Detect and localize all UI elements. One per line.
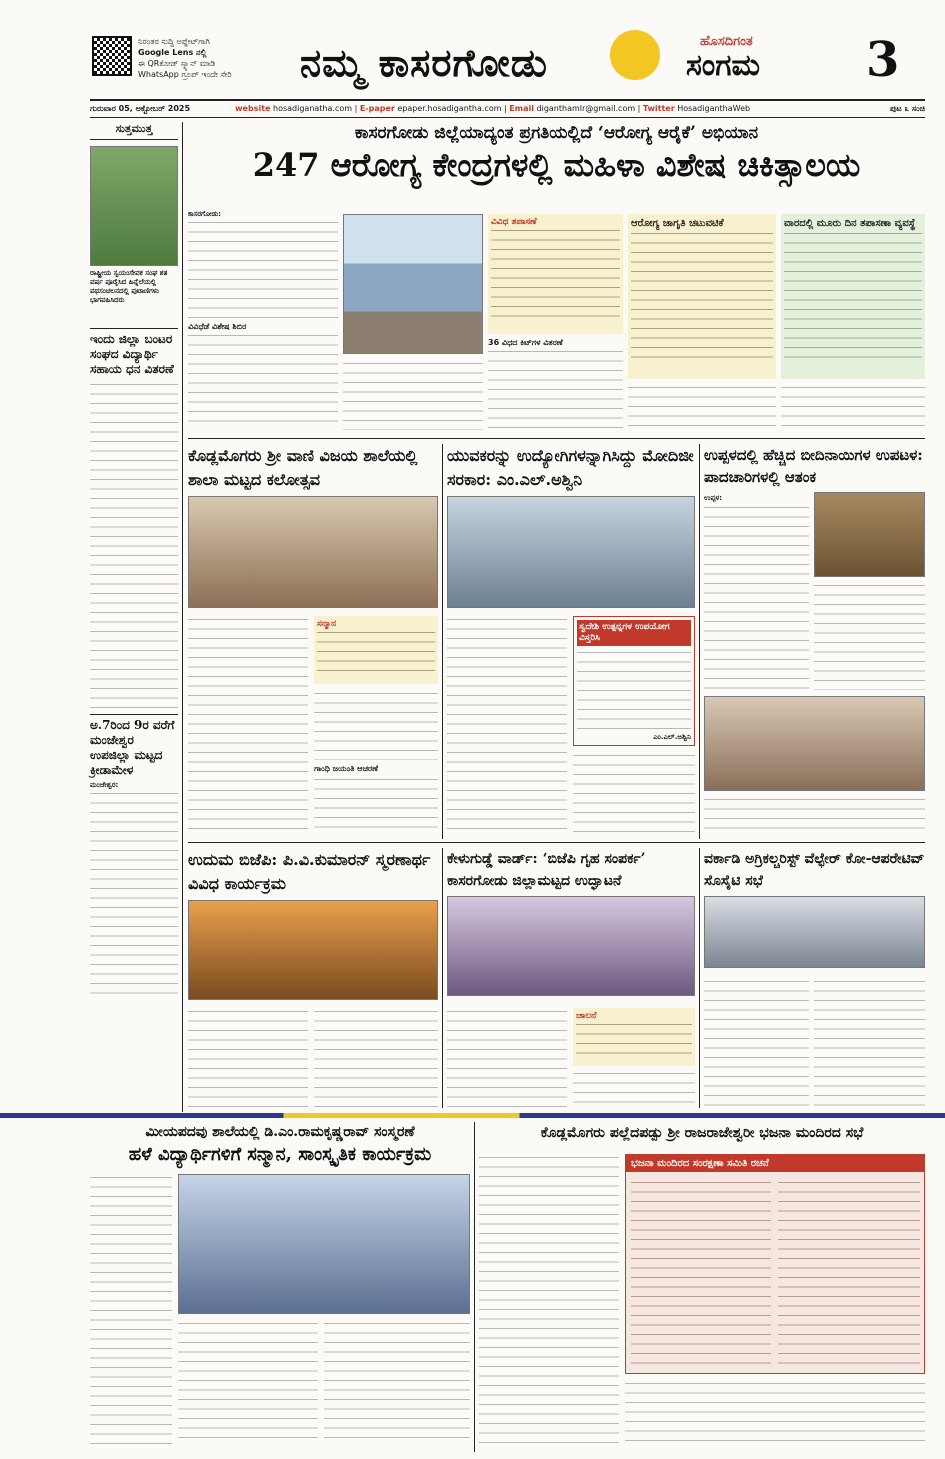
epaper-label: E-paper [359,104,395,113]
lead-col4-body [628,384,776,432]
story5-photo [447,896,695,996]
epaper-link[interactable]: epaper.hosadigantha.com [397,104,502,113]
story3-dateline: ಉಪ್ಪಳ: [704,494,723,502]
lead-headline: 247 ಆರೋಗ್ಯ ಕೇಂದ್ರಗಳಲ್ಲಿ ಮಹಿಳಾ ವಿಶೇಷ ಚಿಕಿತ್ಸಾಲಯ [252,146,861,184]
lead-box3-title: ವಾರದಲ್ಲಿ ಮೂರು ದಿನ ತಪಾಸಣಾ ವ್ಯವಸ್ಥೆ [784,218,916,229]
story2-photo [447,496,695,608]
sidebar-photo-caption: ರಾಷ್ಟ್ರೀಯ ಸ್ವಯಂಸೇವಕ ಸಂಘ ಶತ ವರ್ಷ ಪೂರೈಸಿದ ಹಿನ್ನೆಲೆಯಲ್ಲಿ ಪಥಸಂಚಲನದಲ್ಲಿ ಪುಟಾಣಿಗಳು ಭಾಗವಹಿಸಿದರು [90,269,168,304]
story1-photo [188,496,438,608]
divider-band [0,1113,945,1118]
promo-line-4: WhatsApp ಗ್ರೂಪ್ ಇಂದೇ ಸೇರಿ [138,70,232,79]
story3-col1-body [704,504,809,689]
info-bar: ಗುರುವಾರ 05, ಅಕ್ಟೋಬರ್ 2025 website hosadiganatha.com | E-paper epaper.hosadigantha.com | Email diganthamlr@gmail.com | Twitter HosadiganthaWeb ಪುಟ ೩ ಸಂಚಿ [90,102,925,116]
lead-col1-body [188,219,338,319]
story7-col3-body [324,1320,470,1444]
story2-col1-body [447,616,567,831]
sidebar-story2-title: ಅ.7ರಿಂದ 9ರ ವರೆಗೆ ಮಂಜೇಶ್ವರ ಉಪಜಿಲ್ಲಾ ಮಟ್ಟದ ಕ್ರೀಡಾಮೇಳ [90,718,175,777]
website-label: website [235,104,271,113]
story3-title: ಉಪ್ಪಳದಲ್ಲಿ ಹೆಚ್ಚಿದ ಬೀದಿನಾಯಿಗಳ ಉಪಟಳ: ಪಾದಚಾರಿಗಳಲ್ಲಿ ಆತಂಕ [704,446,923,486]
sidebar [90,122,178,1112]
story-griha-sampark [447,848,695,1108]
lead-col1-body2 [188,332,338,427]
story5-col1-body [447,1008,567,1108]
promo-line-3: ಈ QRಕೋಡ್ ಸ್ಕ್ಯಾನ್ ಮಾಡಿ [138,59,216,68]
sidebar-logo: ಸುತ್ತಮುತ್ತ [90,122,178,140]
story3-photo-meeting [704,696,925,791]
sun-graphic [610,30,660,80]
page-number: 3 [866,32,900,88]
promo-line-2: Google Lens ನಲ್ಲಿ [138,48,207,57]
story4-col2-body [314,1008,438,1108]
story-uduma-bjp [188,848,438,1108]
story8-col1-body [479,1154,619,1444]
lead-kicker: ಕಾಸರಗೋಡು ಜಿಲ್ಲೆಯಾದ್ಯಂತ ಪ್ರಗತಿಯಲ್ಲಿದೆ ‘ಆರೋಗ್ಯ ಆರೈಕೆ’ ಅಭಿಯಾನ [354,123,759,143]
story-bhajana-mandira [479,1122,925,1452]
lead-col2-body [343,360,483,430]
brand-name: ಹೊಸದಿಗಂತ [700,34,753,49]
lead-photo-health-centre [343,214,483,354]
sidebar-photo [90,146,178,266]
story2-box [573,616,695,746]
story8-box [625,1154,925,1374]
sidebar-story2-body [90,790,178,995]
sidebar-story1-title: ಇಂದು ಜಿಲ್ಲಾ ಬಂಟರ ಸಂಘದ ವಿದ್ಯಾರ್ಥಿ ಸಹಾಯ ಧನ ವಿತರಣೆ [90,332,174,376]
story-school-fest [188,444,438,839]
lead-story [188,122,925,437]
lead-dateline: ಕಾಸರಗೋಡು: [188,210,222,218]
story7-col1-body [90,1174,172,1444]
twitter-label: Twitter [642,104,675,113]
story-varkady-society [704,848,925,1108]
story5-col2-body [573,1070,695,1108]
story3-caption [704,796,925,834]
story2-col2-body [573,752,695,832]
page-count: ಪುಟ ೩ ಸಂಚಿ [890,104,925,113]
email-label: Email [509,104,534,113]
masthead [0,0,945,100]
issue-date: ಗುರುವಾರ 05, ಅಕ್ಟೋಬರ್ 2025 [90,104,191,113]
story-miyapadavu-school [90,1122,470,1452]
lead-box-checkups [488,214,623,334]
edition-name: ಸಂಗಮ [686,48,760,83]
story5-box [573,1008,695,1066]
lead-sub1: ವಿವಿಧೆಡೆ ವಿಶೇಷ ಶಿಬಿರ [188,322,247,331]
lead-sub2: 36 ವಿಧದ ಕಿಟ್‌ಗಳ ವಿತರಣೆ [488,338,563,347]
story-stray-dogs [704,444,925,839]
sidebar-story1-body [90,381,178,711]
story1-sub: ಗಾಂಧಿ ಜಯಂತಿ ಆಚರಣೆ [314,764,378,773]
story2-box-author: ಎಂ.ಎಲ್.ಅಶ್ವಿನಿ [653,733,691,741]
story8-title: ಕೊಡ್ಲಮೊಗರು ಪಲ್ಲೆದಪಡ್ಪು ಶ್ರೀ ರಾಜರಾಜೇಶ್ವರೀ ಭಜನಾ ಮಂದಿರದ ಸಭೆ [540,1125,864,1141]
lead-box-schedule [781,214,925,379]
lead-col5-body [781,384,925,432]
lead-box-awareness [628,214,776,379]
promo-line-1: ನಿರಂತರ ಸುದ್ದಿ ಅಪ್ಡೇಟ್‌ಗಾಗಿ [138,37,210,46]
section-title: ನಮ್ಮ ಕಾಸರಗೋಡು [300,40,549,85]
lead-box2-title: ಆರೋಗ್ಯ ಜಾಗೃತಿ ಚಟುವಟಿಕೆ [631,218,724,229]
story7-kicker: ಮೀಯಪದವು ಶಾಲೆಯಲ್ಲಿ ಡಿ.ಎಂ.ರಾಮಕೃಷ್ಣರಾವ್ ಸಂಸ್ಮರಣೆ [145,1124,415,1140]
story1-col2-body [314,690,438,760]
story8-box-title: ಭಜನಾ ಮಂದಿರದ ಸಂರಕ್ಷಣಾ ಸಮಿತಿ ರಚನೆ [626,1155,924,1172]
story3-col2-body [814,582,925,690]
story1-col2-body2 [314,776,438,831]
sidebar-story2-dateline: ಮಂಜೇಶ್ವರ: [90,781,119,789]
story7-photo [178,1174,470,1314]
story1-box [314,616,438,684]
story6-photo [704,896,925,968]
story7-title: ಹಳೆ ವಿದ್ಯಾರ್ಥಿಗಳಿಗೆ ಸನ್ಮಾನ, ಸಾಂಸ್ಕೃತಿಕ ಕಾರ್ಯಕ್ರಮ [128,1144,432,1165]
story6-col2-body [814,978,925,1108]
story2-title: ಯುವಕರನ್ನು ಉದ್ಯೋಗಿಗಳನ್ನಾಗಿಸಿದ್ದು ಮೋದಿಜೀ ಸರಕಾರ: ಎಂ.ಎಲ್.ಅಶ್ವಿನಿ [447,446,694,489]
story6-col1-body [704,978,809,1108]
story4-col1-body [188,1008,308,1108]
story1-col1-body [188,616,308,831]
qr-code-icon [92,36,132,76]
story4-title: ಉದುಮ ಬಿಜೆಪಿ: ಪಿ.ವಿ.ಕುಮಾರನ್ ಸ್ಮರಣಾರ್ಥ ವಿವಿಧ ಕಾರ್ಯಕ್ರಮ [188,850,431,893]
email-link[interactable]: diganthamlr@gmail.com [536,104,636,113]
story7-col2-body [178,1320,318,1444]
lead-box1-title: ವಿವಿಧ ತಪಾಸಣೆ [491,217,537,227]
story-youth-employment [447,444,695,839]
story8-col2-body [625,1380,925,1444]
story6-title: ವರ್ಕಾಡಿ ಅಗ್ರಿಕಲ್ಚರಿಸ್ಟ್ ವೆಲ್ಫೇರ್ ಕೋ-ಆಪರೇಟಿವ್ ಸೊಸೈಟಿ ಸಭೆ [704,851,925,889]
website-link[interactable]: hosadiganatha.com [273,104,353,113]
story4-photo [188,900,438,1000]
story1-box-title: ಸನ್ಮಾನ [317,619,337,629]
story2-box-title: ಸ್ವದೇಶಿ ಉತ್ಪನ್ನಗಳ ಉಪಯೋಗ ವಿಸ್ತರಿಸಿ [577,620,691,646]
twitter-link[interactable]: HosadiganthaWeb [677,104,751,113]
lead-col3-body [488,348,623,428]
story5-box-title: ಚಾಲನೆ [576,1011,597,1021]
story5-title: ಕೇಳುಗುಡ್ಡೆ ವಾರ್ಡ್: ‘ಬಿಜೆಪಿ ಗೃಹ ಸಂಪರ್ಕ’ ಕಾಸರಗೋಡು ಜಿಲ್ಲಾಮಟ್ಟದ ಉದ್ಘಾಟನೆ [447,851,646,889]
story1-title: ಕೊಡ್ಲಮೊಗರು ಶ್ರೀ ವಾಣಿ ವಿಜಯ ಶಾಲೆಯಲ್ಲಿ ಶಾಲಾ ಮಟ್ಟದ ಕಲೋತ್ಸವ [188,446,418,489]
story3-photo-dogs [814,492,925,577]
